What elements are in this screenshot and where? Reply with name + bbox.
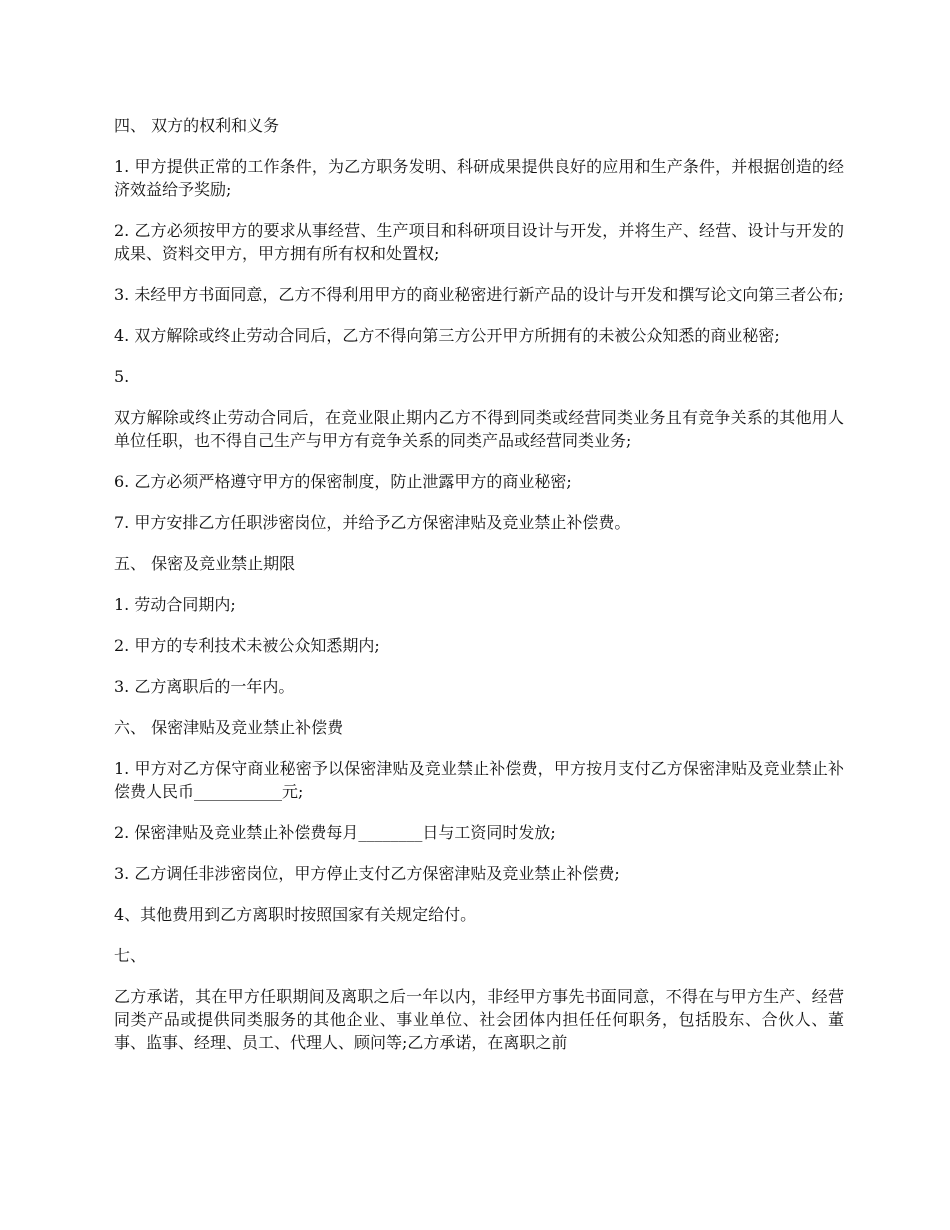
clause-4-1: 1. 甲方提供正常的工作条件，为乙方职务发明、科研成果提供良好的应用和生产条件，并根据创造的经济效益给予奖励; [114, 157, 844, 199]
clause-4-4: 4. 双方解除或终止劳动合同后，乙方不得向第三方公开甲方所拥有的未被公众知悉的商业秘密; [114, 326, 780, 345]
clause-4-3: 3. 未经甲方书面同意，乙方不得利用甲方的商业秘密进行新产品的设计与开发和撰写论文向第三者公布; [114, 285, 844, 304]
clause-4-5-text: 双方解除或终止劳动合同后，在竞业限止期内乙方不得到同类或经营同类业务且有竞争关系的其他用人单位任职，也不得自己生产与甲方有竞争关系的同类产品或经营同类业务; [114, 408, 844, 450]
clause-6-1: 1. 甲方对乙方保守商业秘密予以保密津贴及竞业禁止补偿费，甲方按月支付乙方保密津贴及竞业禁止补偿费人民币___________元; [114, 759, 844, 801]
clause-6-4: 4、其他费用到乙方离职时按照国家有关规定给付。 [114, 905, 477, 924]
clause-5-2: 2. 甲方的专利技术未被公众知悉期内; [114, 636, 380, 655]
clause-7-text: 乙方承诺，其在甲方任职期间及离职之后一年以内，非经甲方事先书面同意，不得在与甲方生产、经营同类产品或提供同类服务的其他企业、事业单位、社会团体内担任任何职务，包括股东、合伙人、董事、监事、经理、员工、代理人、顾问等;乙方承诺，在离职之前 [114, 987, 844, 1052]
section-heading-7: 七、 [114, 946, 147, 965]
clause-4-2: 2. 乙方必须按甲方的要求从事经营、生产项目和科研项目设计与开发，并将生产、经营、设计与开发的成果、资料交甲方，甲方拥有所有权和处置权; [114, 221, 844, 263]
section-heading-6: 六、 保密津贴及竞业禁止补偿费 [114, 718, 344, 737]
clause-5-1: 1. 劳动合同期内; [114, 595, 236, 614]
document-body [114, 114, 844, 1054]
clause-4-6: 6. 乙方必须严格遵守甲方的保密制度，防止泄露甲方的商业秘密; [114, 472, 572, 491]
clause-4-7: 7. 甲方安排乙方任职涉密岗位，并给予乙方保密津贴及竞业禁止补偿费。 [114, 513, 631, 532]
clause-4-5-number: 5. [114, 367, 130, 386]
clause-6-2: 2. 保密津贴及竞业禁止补偿费每月________日与工资同时发放; [114, 823, 556, 842]
section-heading-4: 四、 双方的权利和义务 [114, 116, 280, 135]
clause-5-3: 3. 乙方离职后的一年内。 [114, 677, 295, 696]
section-heading-5: 五、 保密及竞业禁止期限 [114, 554, 296, 573]
clause-6-3: 3. 乙方调任非涉密岗位，甲方停止支付乙方保密津贴及竞业禁止补偿费; [114, 864, 620, 883]
